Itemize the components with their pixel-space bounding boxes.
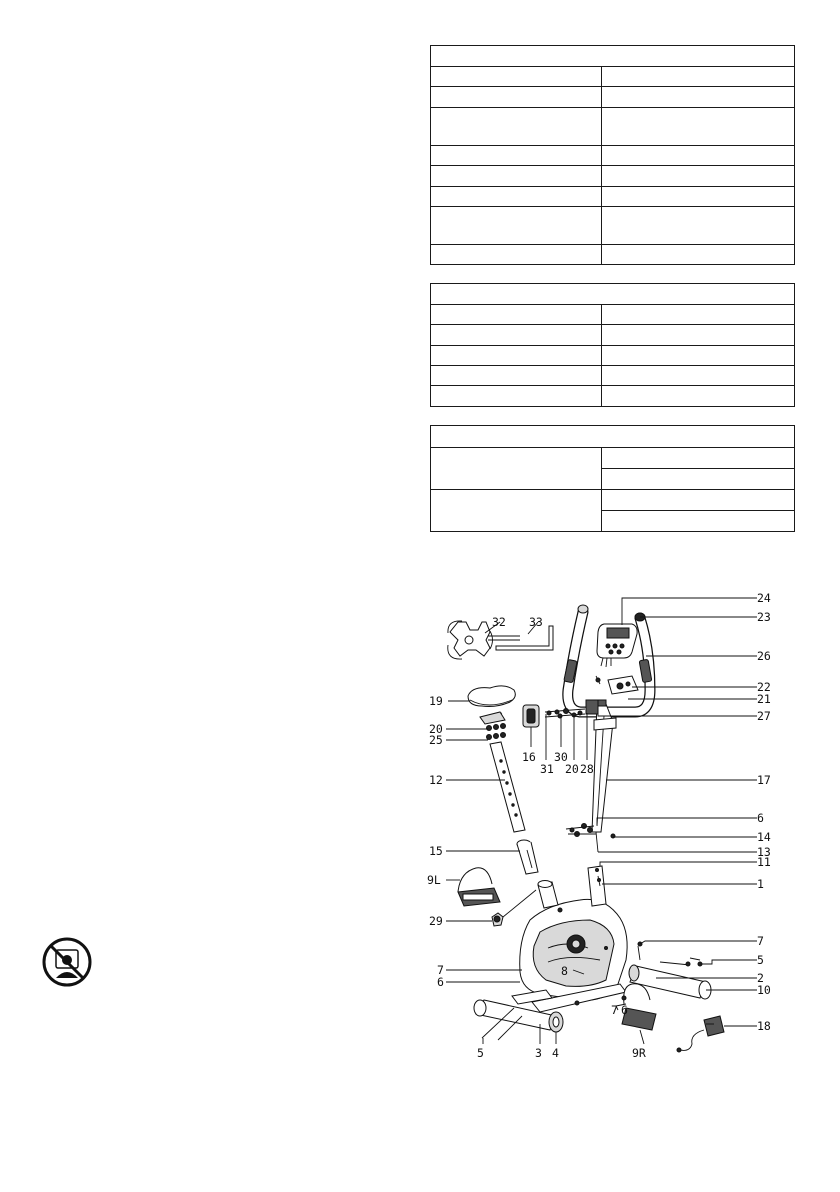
part-label: 23 bbox=[757, 610, 771, 624]
part-label: 26 bbox=[757, 649, 771, 663]
part-label: 20 bbox=[565, 762, 579, 776]
part-label: 7 bbox=[757, 934, 764, 948]
console-part bbox=[597, 624, 637, 667]
part-label: 29 bbox=[429, 914, 443, 928]
part-label: 11 bbox=[757, 855, 771, 869]
part-label: 25 bbox=[429, 733, 443, 747]
part-label: 28 bbox=[580, 762, 594, 776]
part-label: 13 bbox=[757, 845, 771, 859]
allen-key-tool-part bbox=[496, 626, 553, 650]
part-label: 8 bbox=[561, 964, 568, 978]
power-adapter-part bbox=[677, 1016, 724, 1052]
frame-body-part bbox=[520, 866, 627, 1012]
part-label: 33 bbox=[529, 615, 543, 629]
part-label: 12 bbox=[429, 773, 443, 787]
part-label: 22 bbox=[757, 680, 771, 694]
part-label: 5 bbox=[757, 953, 764, 967]
seat-part bbox=[468, 686, 515, 740]
spanner-tool-part bbox=[448, 621, 520, 659]
main-tube-part bbox=[566, 700, 616, 852]
part-label: 1 bbox=[757, 877, 764, 891]
part-label: 7 bbox=[437, 963, 444, 977]
part-label: 17 bbox=[757, 773, 771, 787]
part-label: 6 bbox=[437, 975, 444, 989]
part-label: 16 bbox=[522, 750, 536, 764]
part-label: 3 bbox=[535, 1046, 542, 1060]
handlebar-bracket-part bbox=[596, 676, 638, 694]
part-label: 20 bbox=[429, 722, 443, 736]
part-label: 6 bbox=[757, 811, 764, 825]
part-label: 19 bbox=[429, 694, 443, 708]
part-label: 30 bbox=[554, 750, 568, 764]
part-label: 24 bbox=[757, 591, 771, 605]
part-label: 2 bbox=[757, 971, 764, 985]
no-children-warning-icon bbox=[44, 939, 90, 985]
part-label: 6 bbox=[621, 1003, 628, 1017]
part-label: 27 bbox=[757, 709, 771, 723]
part-label: 4 bbox=[552, 1046, 559, 1060]
seat-bushing-part bbox=[517, 840, 538, 874]
part-label: 5 bbox=[477, 1046, 484, 1060]
part-label: 31 bbox=[540, 762, 554, 776]
part-label: 9R bbox=[632, 1046, 646, 1060]
part-label: 10 bbox=[757, 983, 771, 997]
part-label: 18 bbox=[757, 1019, 771, 1033]
pedal-left-part bbox=[458, 868, 500, 906]
part-label: 32 bbox=[492, 615, 506, 629]
part-label: 9L bbox=[427, 873, 441, 887]
part-label: 14 bbox=[757, 830, 771, 844]
part-label: 21 bbox=[757, 692, 771, 706]
part-label: 7 bbox=[611, 1003, 618, 1017]
seat-post-part bbox=[490, 742, 525, 832]
part-label: 15 bbox=[429, 844, 443, 858]
